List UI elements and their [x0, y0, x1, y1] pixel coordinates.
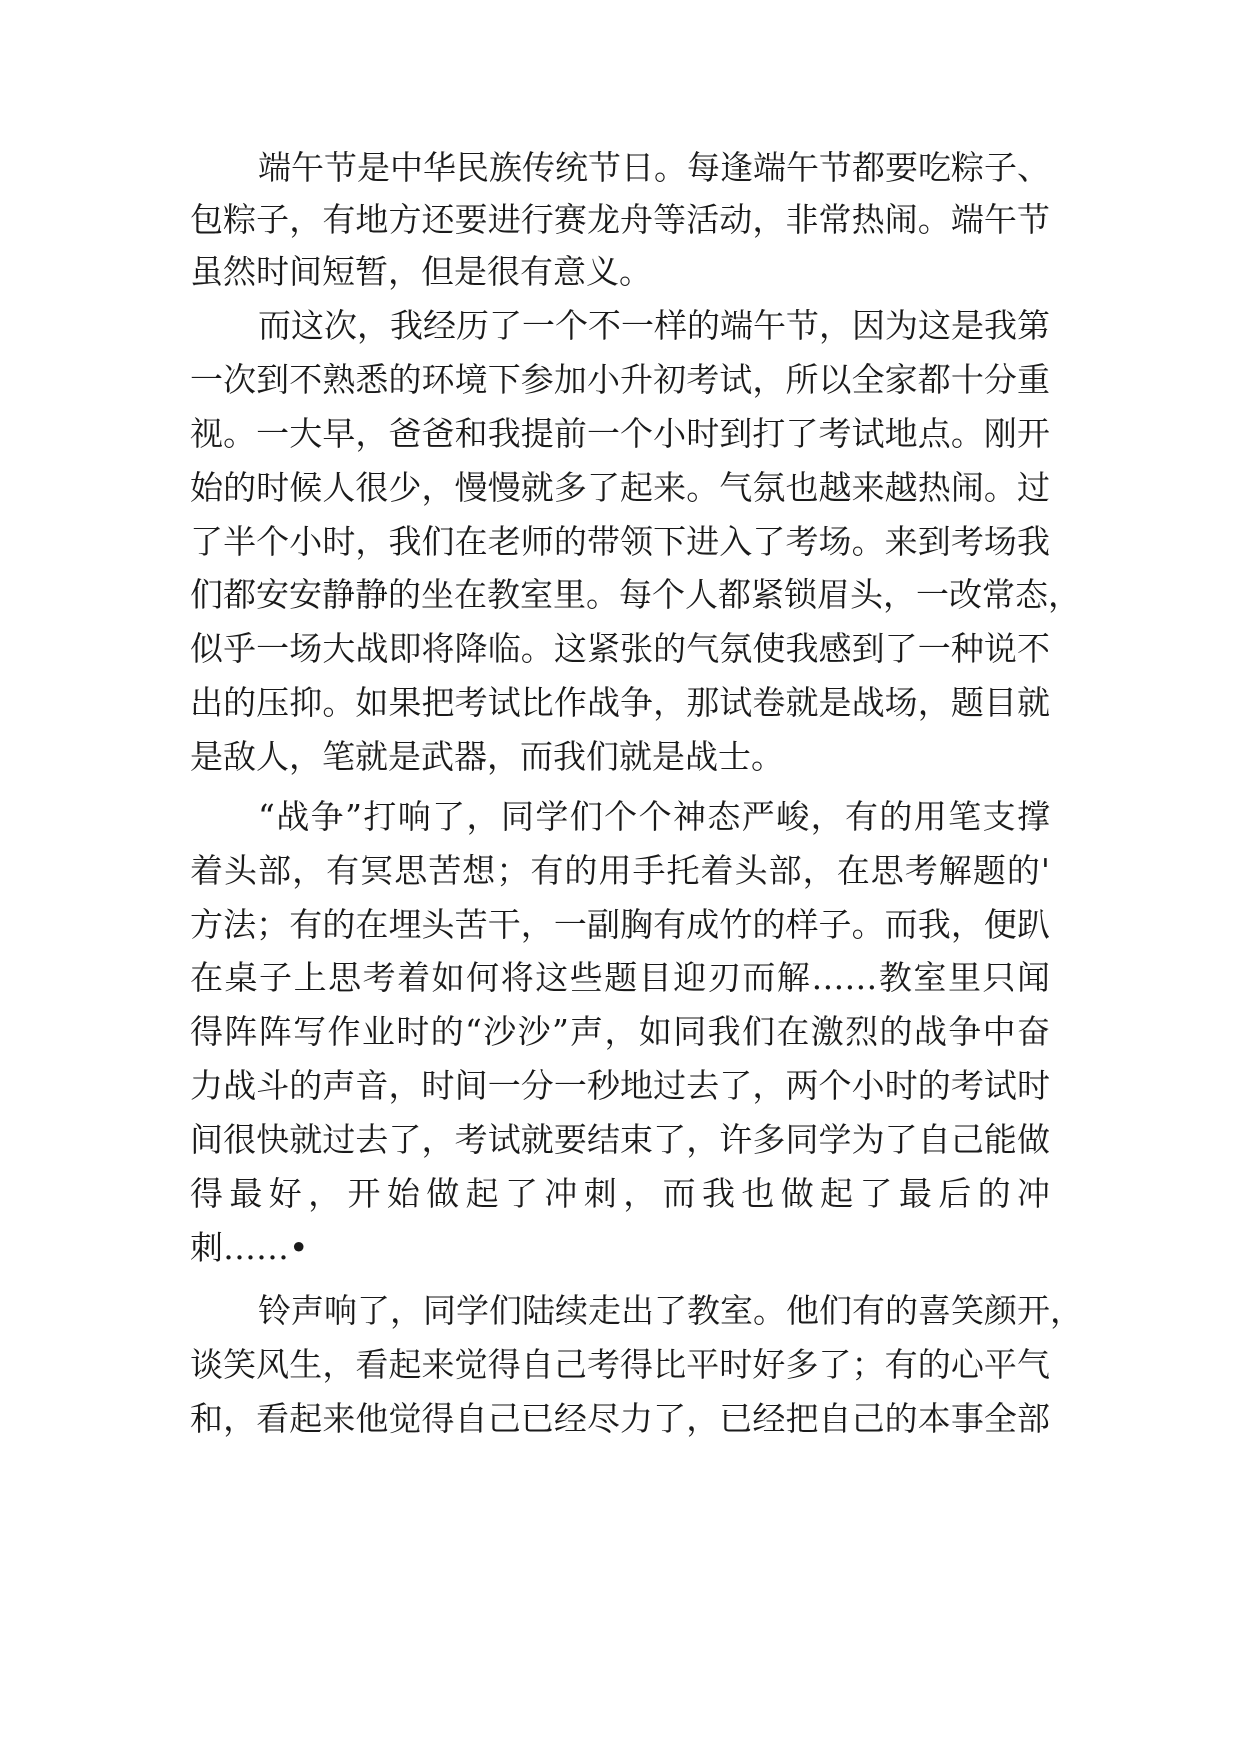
- text-line: 始的时候人很少，慢慢就多了起来。气氛也越来越热闹。过: [190, 468, 1050, 507]
- text-line: 而这次，我经历了一个不一样的端午节，因为这是我第: [258, 306, 1050, 345]
- text-line: 得最好，开始做起了冲刺，而我也做起了最后的冲: [190, 1174, 1050, 1213]
- text-line: 得阵阵写作业时的“沙沙”声，如同我们在激烈的战争中奋: [190, 1012, 1050, 1051]
- text-line: 了半个小时，我们在老师的带领下进入了考场。来到考场我: [190, 522, 1050, 561]
- text-line: “战争”打响了，同学们个个神态严峻，有的用笔支撑: [258, 797, 1050, 836]
- text-line: 们都安安静静的坐在教室里。每个人都紧锁眉头，一改常态，: [190, 575, 1081, 614]
- text-line: 虽然时间短暂，但是很有意义。: [190, 252, 652, 291]
- text-line: 是敌人，笔就是武器，而我们就是战士。: [190, 737, 784, 776]
- text-line: 似乎一场大战即将降临。这紧张的气氛使我感到了一种说不: [190, 629, 1050, 668]
- text-line: 刺……•: [190, 1228, 309, 1267]
- text-line: 出的压抑。如果把考试比作战争，那试卷就是战场，题目就: [190, 683, 1050, 722]
- text-line: 力战斗的声音，时间一分一秒地过去了，两个小时的考试时: [190, 1066, 1050, 1105]
- text-line: 在桌子上思考着如何将这些题目迎刃而解……教室里只闻: [190, 958, 1050, 997]
- text-line: 一次到不熟悉的环境下参加小升初考试，所以全家都十分重: [190, 360, 1050, 399]
- text-line: 视。一大早，爸爸和我提前一个小时到打了考试地点。刚开: [190, 414, 1050, 453]
- text-line: 端午节是中华民族传统节日。每逢端午节都要吃粽子、: [258, 148, 1050, 187]
- text-line: 包粽子，有地方还要进行赛龙舟等活动，非常热闹。端午节: [190, 200, 1050, 239]
- text-line: 谈笑风生，看起来觉得自己考得比平时好多了；有的心平气: [190, 1345, 1050, 1384]
- text-line: 间很快就过去了，考试就要结束了，许多同学为了自己能做: [190, 1120, 1050, 1159]
- text-line: 着头部，有冥思苦想；有的用手托着头部，在思考解题的': [190, 851, 1050, 890]
- text-line: 方法；有的在埋头苦干，一副胸有成竹的样子。而我，便趴: [190, 905, 1050, 944]
- text-line: 和，看起来他觉得自己已经尽力了，已经把自己的本事全部: [190, 1399, 1050, 1438]
- text-line: 铃声响了，同学们陆续走出了教室。他们有的喜笑颜开，: [258, 1291, 1083, 1330]
